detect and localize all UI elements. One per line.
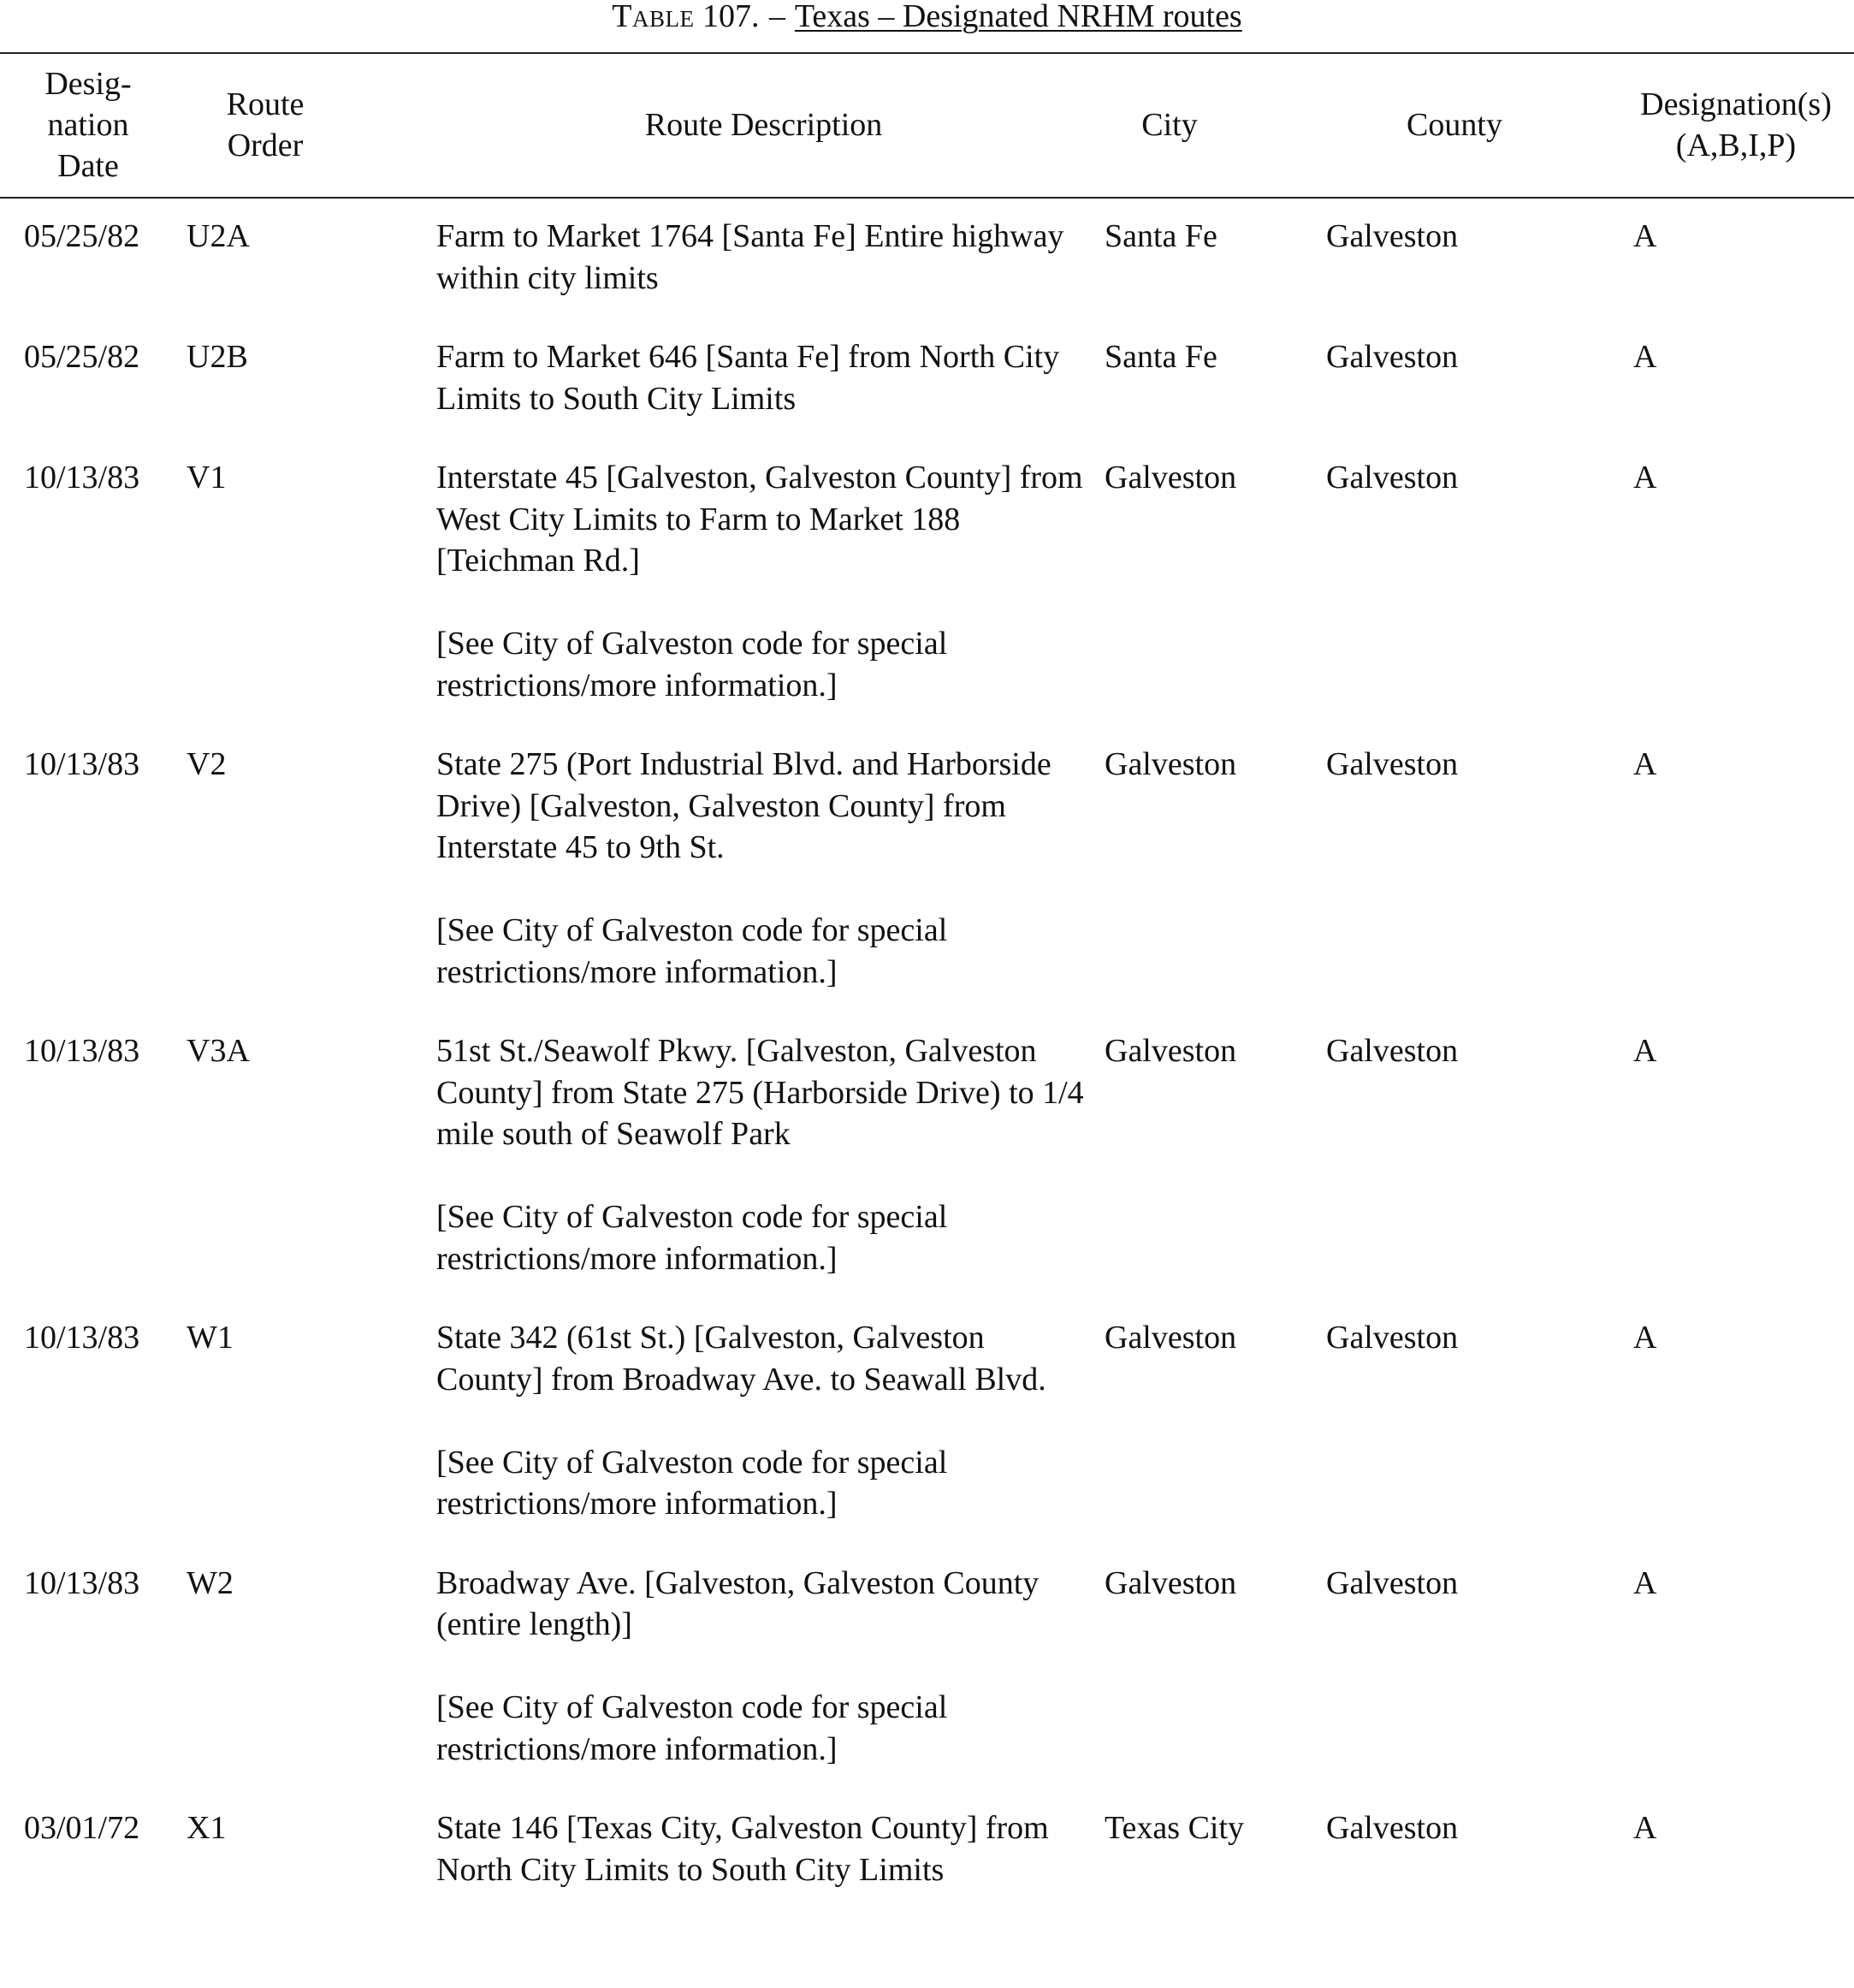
- cell-route-description: [428, 1030, 1099, 1317]
- header-designations: [1621, 53, 1854, 197]
- header-route-description: [428, 53, 1099, 197]
- header-designations-line-1: Designation(s): [1640, 86, 1832, 122]
- cell-county: Galveston: [1326, 218, 1459, 254]
- route-description-note: [See City of Galveston code for special restrictions/more information.]: [436, 626, 948, 703]
- route-description-note: [See City of Galveston code for special restrictions/more information.]: [436, 1444, 948, 1522]
- header-date-line-2: nation: [47, 107, 129, 143]
- cell-route-description: [428, 1317, 1099, 1563]
- route-description-note: [See City of Galveston code for special restrictions/more information.]: [436, 1689, 948, 1767]
- caption-table-word: Table: [612, 0, 695, 34]
- cell-city: Santa Fe: [1105, 218, 1217, 254]
- cell-designation: A: [1633, 460, 1657, 496]
- cell-county: Galveston: [1326, 460, 1459, 496]
- cell-route-description: [428, 197, 1099, 336]
- cell-designation: A: [1633, 339, 1657, 375]
- cell-route-order: W2: [187, 1564, 234, 1601]
- cell-city: Galveston: [1105, 460, 1237, 496]
- table-row: [0, 197, 1854, 336]
- route-description-text: 51st St./Seawolf Pkwy. [Galveston, Galveston County] from State 275 (Harborside Drive) to 1/4 mile south of Seawolf Park: [436, 1033, 1084, 1152]
- cell-designation-date: 10/13/83: [24, 1564, 140, 1601]
- header-county-line-1: County: [1407, 107, 1502, 143]
- table-row: [0, 457, 1854, 744]
- header-county: [1322, 53, 1621, 197]
- cell-route-order: V3A: [187, 1033, 250, 1069]
- route-description-text: Broadway Ave. [Galveston, Galveston County (entire length)]: [436, 1564, 1040, 1642]
- cell-designation-date: 10/13/83: [24, 1033, 140, 1069]
- table-header: [0, 53, 1854, 197]
- cell-route-description: [428, 1563, 1099, 1808]
- cell-route-order: V2: [187, 746, 227, 782]
- cell-designation: A: [1633, 746, 1657, 782]
- cell-county: Galveston: [1326, 1320, 1459, 1356]
- caption-separator: –: [768, 0, 785, 34]
- header-city-line-1: City: [1141, 107, 1198, 143]
- cell-county: Galveston: [1326, 1810, 1459, 1846]
- cell-designation: A: [1633, 218, 1657, 254]
- cell-designation-date: 10/13/83: [24, 460, 140, 496]
- route-description-text: Farm to Market 646 [Santa Fe] from North City Limits to South City Limits: [436, 339, 1060, 417]
- cell-designation: A: [1633, 1033, 1657, 1069]
- cell-city: Texas City: [1105, 1810, 1245, 1846]
- header-designation-date: [0, 53, 171, 197]
- cell-designation-date: 10/13/83: [24, 746, 140, 782]
- table-caption: [0, 0, 1854, 33]
- header-order-line-2: Order: [227, 128, 304, 163]
- table-row: [0, 1563, 1854, 1808]
- cell-county: Galveston: [1326, 339, 1459, 375]
- route-description-text: State 342 (61st St.) [Galveston, Galveston County] from Broadway Ave. to Seawall Blvd.: [436, 1320, 1046, 1398]
- header-designations-line-2: (A,B,I,P): [1675, 128, 1797, 163]
- route-description-text: Farm to Market 1764 [Santa Fe] Entire highway within city limits: [436, 218, 1064, 296]
- cell-city: Galveston: [1105, 1033, 1237, 1069]
- cell-route-description: [428, 336, 1099, 457]
- route-description-text: State 275 (Port Industrial Blvd. and Harborside Drive) [Galveston, Galveston County] from Interstate 45 to 9th St.: [436, 746, 1051, 865]
- cell-designation: A: [1633, 1320, 1657, 1356]
- header-row: [0, 53, 1854, 197]
- cell-route-order: X1: [187, 1810, 227, 1846]
- cell-city: Galveston: [1105, 746, 1237, 782]
- header-date-line-1: Desig-: [44, 66, 132, 102]
- cell-designation-date: 03/01/72: [24, 1810, 140, 1846]
- header-order-line-1: Route: [226, 86, 305, 122]
- cell-county: Galveston: [1326, 1564, 1459, 1601]
- cell-city: Galveston: [1105, 1564, 1237, 1601]
- header-route-order: [171, 53, 428, 197]
- cell-county: Galveston: [1326, 1033, 1459, 1069]
- cell-route-description: [428, 744, 1099, 1030]
- cell-designation-date: 05/25/82: [24, 339, 140, 375]
- cell-route-description: [428, 457, 1099, 744]
- route-description-text: Interstate 45 [Galveston, Galveston County] from West City Limits to Farm to Market 188 [Teichman Rd.]: [436, 460, 1083, 579]
- cell-route-description: [428, 1807, 1099, 1928]
- table-row: [0, 744, 1854, 1030]
- cell-designation: A: [1633, 1564, 1657, 1601]
- table-body: [0, 197, 1854, 1928]
- header-description-line-1: Route Description: [644, 107, 883, 143]
- caption-table-number: 107.: [702, 0, 760, 34]
- caption-title: Texas – Designated NRHM routes: [794, 0, 1242, 34]
- cell-route-order: U2A: [187, 218, 250, 254]
- cell-designation-date: 05/25/82: [24, 218, 140, 254]
- cell-city: Santa Fe: [1105, 339, 1217, 375]
- cell-route-order: U2B: [187, 339, 248, 375]
- nrhm-routes-table: [0, 53, 1854, 1928]
- route-description-text: State 146 [Texas City, Galveston County] from North City Limits to South City Limits: [436, 1810, 1049, 1888]
- cell-city: Galveston: [1105, 1320, 1237, 1356]
- cell-designation-date: 10/13/83: [24, 1320, 140, 1356]
- header-date-line-3: Date: [57, 148, 119, 184]
- table-row: [0, 336, 1854, 457]
- table-row: [0, 1807, 1854, 1928]
- cell-designation: A: [1633, 1810, 1657, 1846]
- route-description-note: [See City of Galveston code for special restrictions/more information.]: [436, 1199, 948, 1277]
- table-row: [0, 1030, 1854, 1317]
- route-description-note: [See City of Galveston code for special restrictions/more information.]: [436, 912, 948, 990]
- header-city: [1099, 53, 1322, 197]
- cell-county: Galveston: [1326, 746, 1459, 782]
- cell-route-order: W1: [187, 1320, 234, 1356]
- table-row: [0, 1317, 1854, 1563]
- cell-route-order: V1: [187, 460, 227, 496]
